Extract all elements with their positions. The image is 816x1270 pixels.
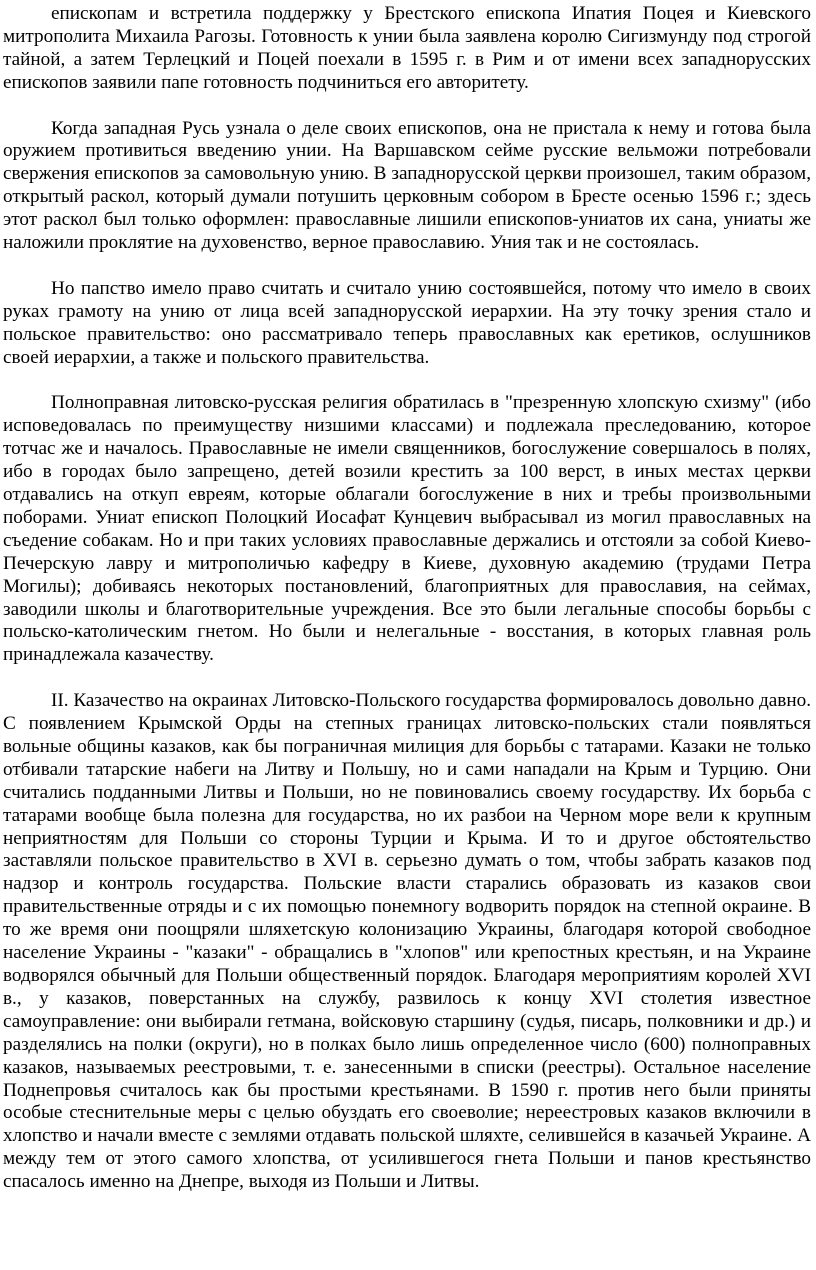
paragraph-1: епископам и встретила поддержку у Брестского епископа Ипатия Поцея и Киевского митрополита Михаила Рагозы. Готовность к унии была заявлена королю Сигизмунду под строгой тайной, а затем Терлецкий и Поцей поехали в 1595 г. в Рим и от имени всех западнорусских епископов заявили папе готовность подчиниться его авторитету. [3,3,811,93]
document-body [3,3,811,1217]
paragraph-3: Но папство имело право считать и считало унию состоявшейся, потому что имело в своих руках грамоту на унию от лица всей западнорусской иерархии. На эту точку зрения стало и польское правительство: оно рассматривало теперь православных как еретиков, ослушников своей иерархии, а также и польского правительства. [3,277,811,368]
paragraph-2: Когда западная Русь узнала о деле своих епископов, она не пристала к нему и готова была оружием противиться введению унии. На Варшавском сейме русские вельможи потребовали свержения епископов за самовольную унию. В западнорусской церкви произошел, таким образом, открытый раскол, который думали потушить церковным собором в Бресте осенью 1596 г.; здесь этот раскол был только оформлен: православные лишили епископов-униатов их сана, униаты же наложили проклятие на духовенство, верное православию. Уния так и не состоялась. [3,117,811,254]
paragraph-4: Полноправная литовско-русская религия обратилась в "презренную хлопскую схизму" (ибо исповедовалась по преимуществу низшими классами) и подлежала преследованию, которое тотчас же и началось. Православные не имели священников, богослужение совершалось в полях, ибо в городах было запрещено, детей возили крестить за 100 верст, в иных местах церкви отдавались на откуп евреям, которые облагали богослужение в них и требы произвольными поборами. Униат епископ Полоцкий Иосафат Кунцевич выбрасывал из могил православных на съедение собакам. Но и при таких условиях православные держались и отстояли за собой Киево-Печерскую лавру и митрополичью кафедру в Киеве, духовную академию (трудами Петра Могилы); добиваясь некоторых постановлений, благоприятных для православия, на сеймах, заводили школы и благотворительные учреждения. Все это были легальные способы борьбы с польско-католическим гнетом. Но были и нелегальные - восстания, в которых главная роль принадлежала казачеству. [3,392,811,666]
paragraph-5: II. Казачество на окраинах Литовско-Польского государства формировалось довольно давно. С появлением Крымской Орды на степных границах литовско-польских стали появляться вольные общины казаков, как бы пограничная милиция для борьбы с татарами. Казаки не только отбивали татарские набеги на Литву и Польшу, но и сами нападали на Крым и Турцию. Они считались подданными Литвы и Польши, но не повиновались своему государству. Их борьба с татарами вообще была полезна для государства, но их разбои на Черном море вели к крупным неприятностям для Польши со стороны Турции и Крыма. И то и другое обстоятельство заставляли польское правительство в XVI в. серьезно думать о том, чтобы забрать казаков под надзор и контроль государства. Польские власти старались образовать из казаков свои правительственные отряды и с их помощью понемногу водворить порядок на степной окраине. В то же время они поощряли шляхетскую колонизацию Украины, благодаря которой свободное население Украины - "казаки" - обращались в "хлопов" или крепостных крестьян, и на Украине водворялся обычный для Польши общественный порядок. Благодаря мероприятиям королей XVI в., у казаков, поверстанных на службу, развилось к концу XVI столетия известное самоуправление: они выбирали гетмана, войсковую старшину (судья, писарь, полковники и др.) и разделялись на полки (округи), но в полках было лишь определенное число (600) полноправных казаков, называемых реестровыми, т. е. занесенными в списки (реестры). Остальное население Поднепровья считалось как бы простыми крестьянами. В 1590 г. против него были приняты особые стеснительные меры с целью обуздать его своеволие; нереестровых казаков включили в хлопство и начали вместе с землями отдавать польской шляхте, селившейся в казачьей Украине. А между тем от этого самого хлопства, от усилившегося гнета Польши и панов крестьянство спасалось именно на Днепре, выходя из Польши и Литвы. [3,690,811,1193]
